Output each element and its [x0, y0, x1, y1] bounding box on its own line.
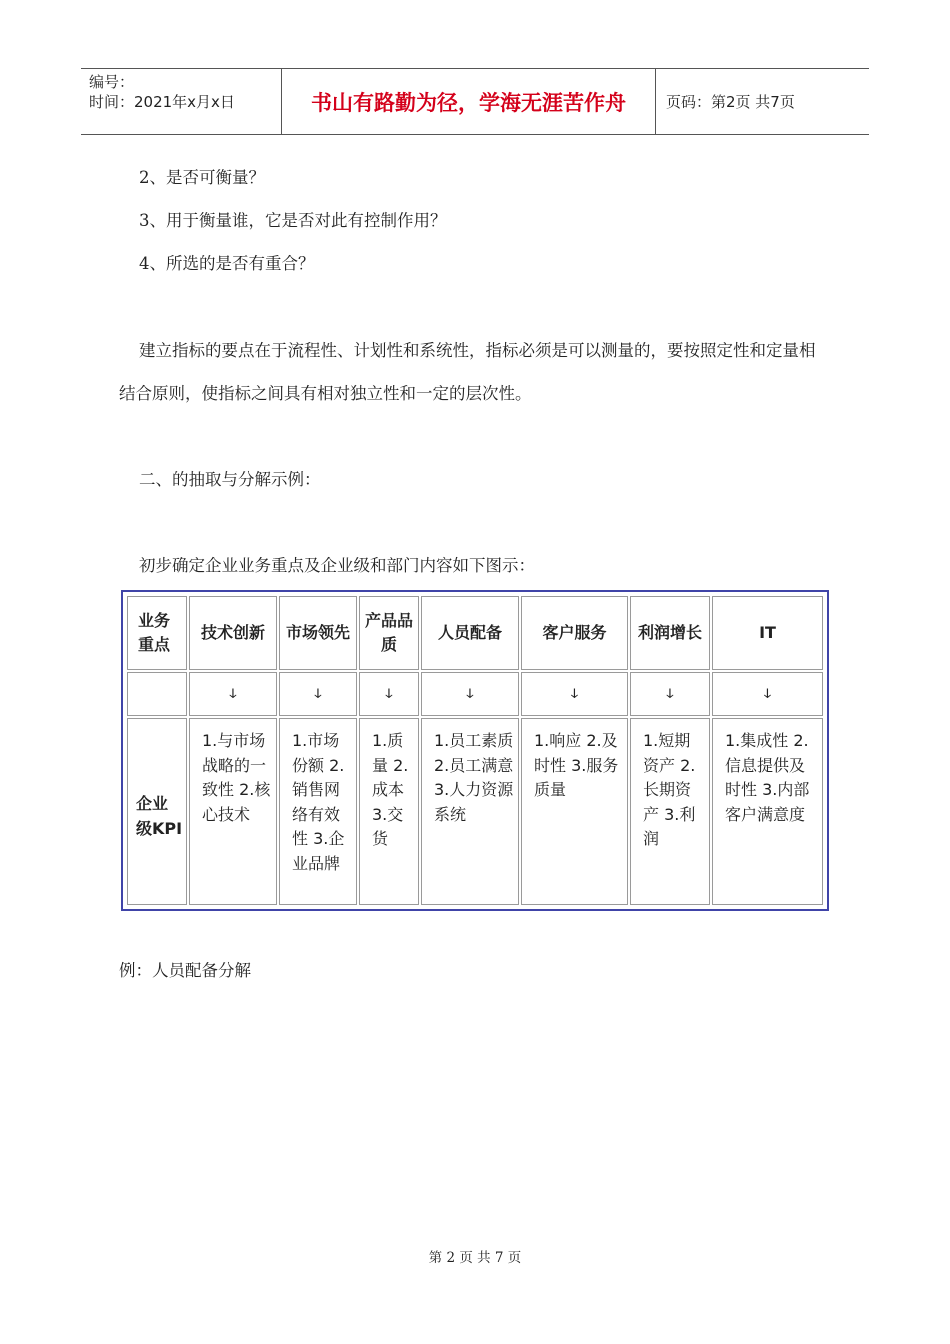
down-arrow-icon: ↆ [712, 672, 823, 716]
kpi-table [121, 590, 829, 911]
header-time: 时间：2021年x月x日 [89, 93, 235, 111]
table-kpi-row [127, 718, 823, 905]
example-heading: 例：人员配备分解 [119, 961, 251, 980]
question-2: 2、是否可衡量？ [139, 168, 265, 187]
kpi-cell: 1.短期资产 2.长期资产 3.利润 [630, 718, 710, 905]
question-4: 4、所选的是否有重合？ [139, 254, 315, 273]
kpi-cell: 1.市场份额 2.销售网络有效性 3.企业品牌 [279, 718, 357, 905]
table-header-cell: IT [712, 596, 823, 670]
kpi-cell: 1.响应 2.及时性 3.服务质量 [521, 718, 628, 905]
question-3: 3、用于衡量谁，它是否对此有控制作用？ [139, 211, 447, 230]
kpi-cell: 1.员工素质 2.员工满意 3.人力资源系统 [421, 718, 519, 905]
header-motto: 书山有路勤为径，学海无涯苦作舟 [282, 69, 656, 134]
header-page-number: 页码：第2页 共7页 [666, 93, 795, 111]
page-header [81, 68, 869, 135]
down-arrow-icon: ↆ [279, 672, 357, 716]
down-arrow-icon: ↆ [359, 672, 419, 716]
row-label-kpi: 企业级KPI [127, 718, 187, 905]
table-header-cell: 技术创新 [189, 596, 277, 670]
header-number: 编号： [89, 73, 135, 91]
table-header-cell: 市场领先 [279, 596, 357, 670]
section-heading: 二、的抽取与分解示例： [139, 470, 321, 489]
kpi-cell: 1.集成性 2.信息提供及时性 3.内部客户满意度 [712, 718, 823, 905]
down-arrow-icon: ↆ [521, 672, 628, 716]
kpi-cell: 1.与市场战略的一致性 2.核心技术 [189, 718, 277, 905]
table-header-cell: 利润增长 [630, 596, 710, 670]
header-meta [81, 69, 282, 134]
down-arrow-icon: ↆ [630, 672, 710, 716]
body-paragraph: 建立指标的要点在于流程性、计划性和系统性，指标必须是可以测量的，要按照定性和定量相结合原则，使指标之间具有相对独立性和一定的层次性。 [119, 341, 816, 403]
table-header-cell: 产品品质 [359, 596, 419, 670]
table-arrow-row [127, 672, 823, 716]
table-header-row [127, 596, 823, 670]
table-header-cell: 人员配备 [421, 596, 519, 670]
kpi-cell: 1.质量 2.成本 3.交货 [359, 718, 419, 905]
table-intro: 初步确定企业业务重点及企业级和部门内容如下图示： [139, 556, 535, 575]
table-empty-cell [127, 672, 187, 716]
down-arrow-icon: ↆ [189, 672, 277, 716]
table-header-cell: 业务重点 [127, 596, 187, 670]
table-header-cell: 客户服务 [521, 596, 628, 670]
down-arrow-icon: ↆ [421, 672, 519, 716]
page-footer: 第 2 页 共 7 页 [428, 1250, 522, 1266]
